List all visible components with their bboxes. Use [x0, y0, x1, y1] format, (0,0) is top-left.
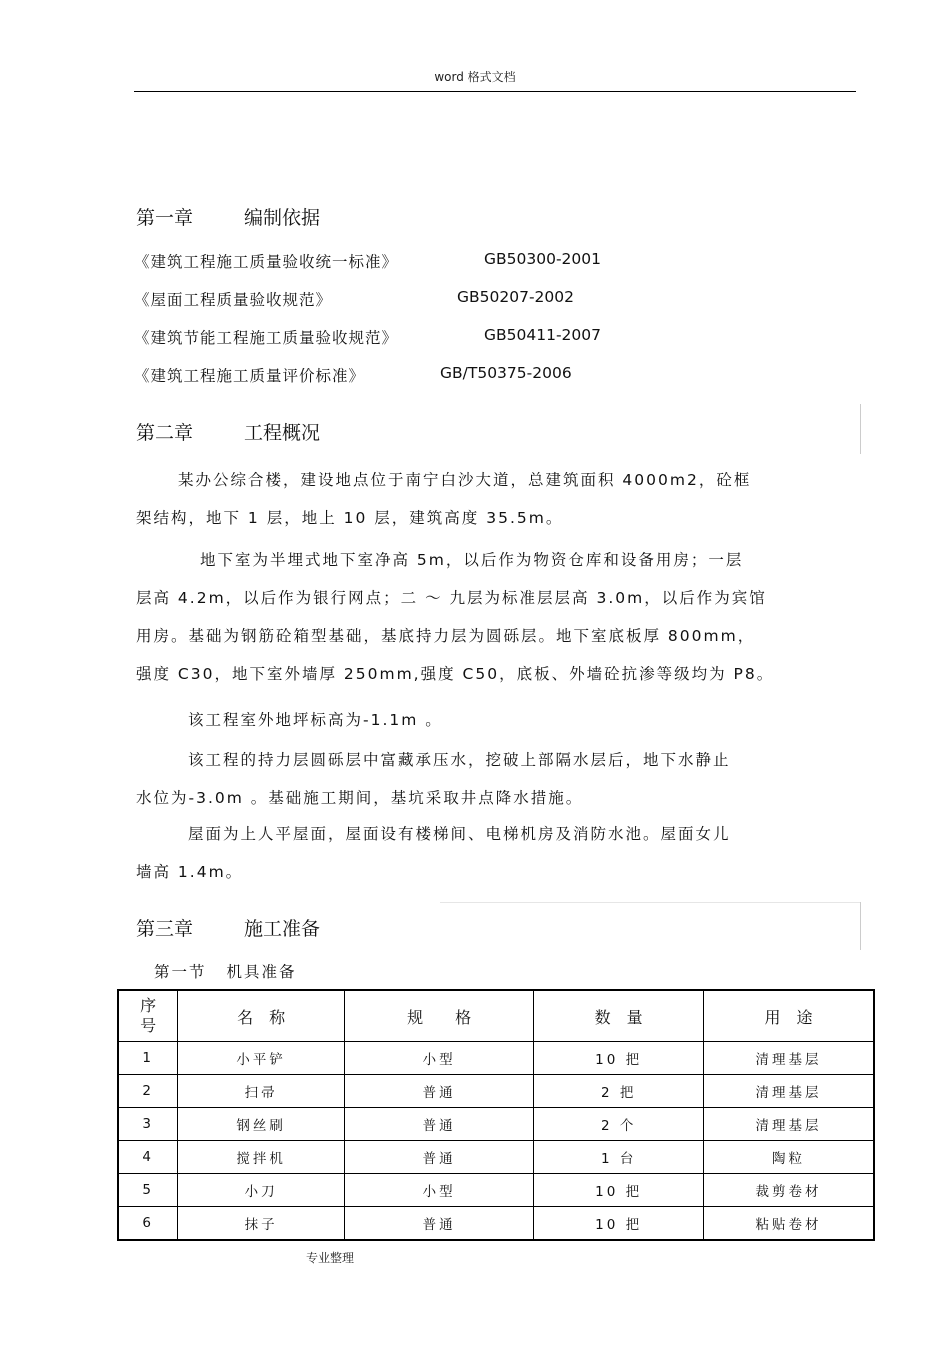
- cell-use: 裁剪卷材: [703, 1174, 874, 1207]
- reference-1-name: 《建筑工程施工质量验收统一标准》: [134, 253, 399, 271]
- paragraph-groundwater: [136, 741, 858, 817]
- paragraph-line: 用房。基础为钢筋砼箱型基础，基底持力层为圆砾层。地下室底板厚 800mm，: [136, 627, 756, 645]
- section-heading: [154, 960, 297, 982]
- table-row: [118, 1042, 874, 1075]
- paragraph-roof: [136, 815, 858, 891]
- margin-mark: [860, 404, 861, 454]
- header-qty: 数 量: [534, 990, 704, 1042]
- page-footer: 专业整理: [306, 1251, 355, 1265]
- cell-spec: 小型: [344, 1042, 534, 1075]
- cell-seq: 6: [118, 1207, 178, 1241]
- paragraph-line: 地下室为半埋式地下室净高 5m，以后作为物资仓库和设备用房；一层: [200, 551, 744, 569]
- reference-3-code: GB50411-2007: [484, 326, 601, 344]
- cell-use: 陶粒: [703, 1141, 874, 1174]
- reference-3-name: 《建筑节能工程施工质量验收规范》: [134, 329, 399, 347]
- table-row: [118, 1207, 874, 1241]
- header-seq: 序 号: [118, 990, 178, 1042]
- paragraph-overview: [136, 461, 858, 537]
- table-row: [118, 1108, 874, 1141]
- cell-qty: 2 把: [534, 1075, 704, 1108]
- cell-seq: 5: [118, 1174, 178, 1207]
- cell-qty: 2 个: [534, 1108, 704, 1141]
- paragraph-line: 某办公综合楼，建设地点位于南宁白沙大道，总建筑面积 4000m2，砼框: [178, 471, 752, 489]
- chapter-3-heading: [136, 914, 320, 941]
- cell-name: 扫帚: [178, 1075, 345, 1108]
- cell-use: 粘贴卷材: [703, 1207, 874, 1241]
- cell-seq: 1: [118, 1042, 178, 1075]
- reference-1: [134, 250, 601, 272]
- chapter-2-number: 第二章: [136, 422, 194, 444]
- cell-name: 小刀: [178, 1174, 345, 1207]
- reference-2-name: 《屋面工程质量验收规范》: [134, 291, 333, 309]
- cell-use: 清理基层: [703, 1042, 874, 1075]
- cell-spec: 小型: [344, 1174, 534, 1207]
- table-row: [118, 1174, 874, 1207]
- cell-spec: 普通: [344, 1075, 534, 1108]
- chapter-2-heading: [136, 418, 320, 445]
- paragraph-line: 水位为-3.0m 。基础施工期间，基坑采取井点降水措施。: [136, 789, 584, 807]
- cell-use: 清理基层: [703, 1075, 874, 1108]
- cell-qty: 1 台: [534, 1141, 704, 1174]
- paragraph-line: 该工程室外地坪标高为-1.1m 。: [188, 711, 443, 729]
- cell-qty: 10 把: [534, 1174, 704, 1207]
- chapter-1-heading: [136, 203, 320, 230]
- chapter-1-number: 第一章: [136, 207, 194, 229]
- header-spec: 规 格: [344, 990, 534, 1042]
- table-row: [118, 1075, 874, 1108]
- chapter-3-number: 第三章: [136, 918, 194, 940]
- reference-1-code: GB50300-2001: [484, 250, 601, 268]
- paragraph-line: 架结构，地下 1 层，地上 10 层，建筑高度 35.5m。: [136, 509, 564, 527]
- reference-4-code: GB/T50375-2006: [440, 364, 572, 382]
- reference-3: [134, 326, 601, 348]
- header-use: 用 途: [703, 990, 874, 1042]
- chapter-2-title: 工程概况: [244, 422, 321, 444]
- paragraph-line: 该工程的持力层圆砾层中富藏承压水，挖破上部隔水层后，地下水静止: [188, 751, 731, 769]
- section-number: 第一节: [154, 963, 207, 981]
- page-header: word 格式文档: [434, 70, 516, 84]
- chapter-3-title: 施工准备: [244, 918, 321, 940]
- paragraph-line: 墙高 1.4m。: [136, 863, 244, 881]
- cell-name: 小平铲: [178, 1042, 345, 1075]
- cell-qty: 10 把: [534, 1207, 704, 1241]
- paragraph-basement: [136, 541, 858, 693]
- cell-qty: 10 把: [534, 1042, 704, 1075]
- paragraph-line: 强度 C30，地下室外墙厚 250mm,强度 C50，底板、外墙砼抗渗等级均为 P8。: [136, 665, 775, 683]
- paragraph-line: 层高 4.2m，以后作为银行网点；二 ～ 九层为标准层层高 3.0m，以后作为宾馆: [136, 589, 767, 607]
- cell-name: 抹子: [178, 1207, 345, 1241]
- reference-4-name: 《建筑工程施工质量评价标准》: [134, 367, 366, 385]
- table-row: [118, 1141, 874, 1174]
- reference-4: [134, 364, 572, 386]
- cell-spec: 普通: [344, 1141, 534, 1174]
- header-name: 名 称: [178, 990, 345, 1042]
- paragraph-elevation: [136, 701, 858, 739]
- faint-rule: [440, 902, 860, 903]
- header-rule: [134, 91, 856, 92]
- equipment-table: [117, 989, 875, 1241]
- reference-2-code: GB50207-2002: [457, 288, 574, 306]
- cell-name: 搅拌机: [178, 1141, 345, 1174]
- cell-seq: 3: [118, 1108, 178, 1141]
- section-title: 机具准备: [226, 963, 297, 981]
- table-header-row: [118, 990, 874, 1042]
- cell-spec: 普通: [344, 1207, 534, 1241]
- cell-spec: 普通: [344, 1108, 534, 1141]
- reference-2: [134, 288, 574, 310]
- margin-mark: [860, 902, 861, 950]
- cell-seq: 4: [118, 1141, 178, 1174]
- paragraph-line: 屋面为上人平屋面，屋面设有楼梯间、电梯机房及消防水池。屋面女儿: [188, 825, 731, 843]
- cell-seq: 2: [118, 1075, 178, 1108]
- cell-name: 钢丝刷: [178, 1108, 345, 1141]
- cell-use: 清理基层: [703, 1108, 874, 1141]
- chapter-1-title: 编制依据: [244, 207, 321, 229]
